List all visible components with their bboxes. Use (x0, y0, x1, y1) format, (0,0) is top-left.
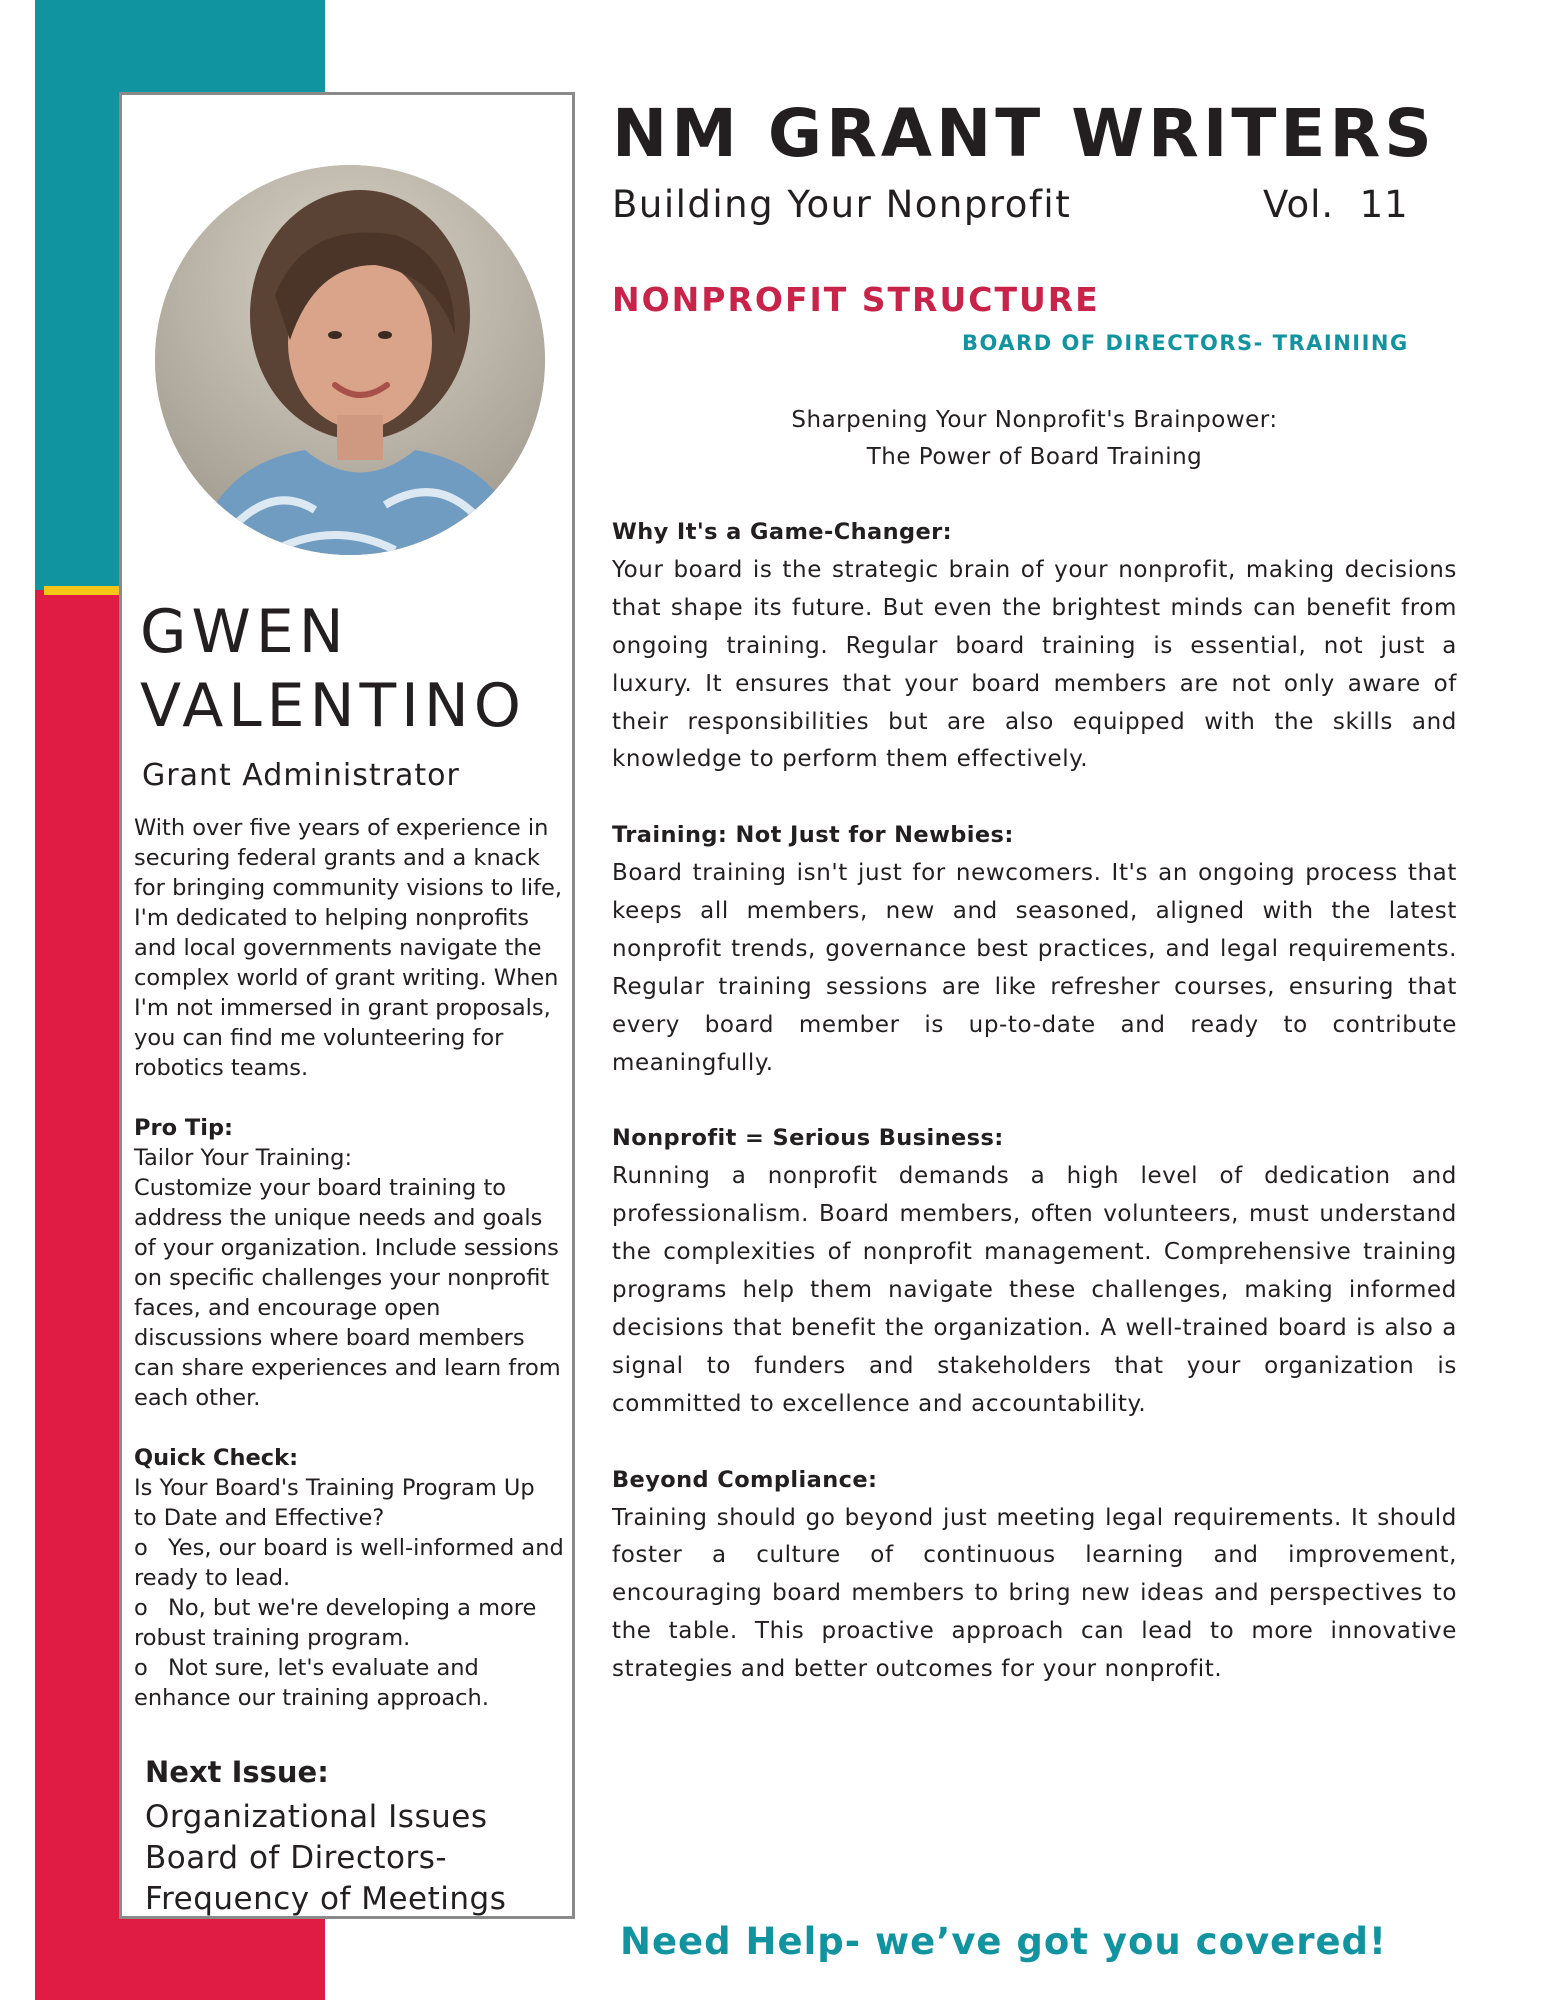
volume-number: Vol. 11 (1263, 183, 1409, 226)
next-issue-item: Organizational Issues (145, 1799, 488, 1835)
newsletter-title: NM GRANT WRITERS (612, 95, 1436, 172)
profile-photo (155, 165, 545, 555)
next-issue-list (145, 1797, 506, 1920)
article-block (612, 514, 1457, 779)
yellow-accent-bar (44, 586, 120, 595)
article-block (612, 817, 1457, 1082)
newsletter-subtitle: Building Your Nonprofit (612, 183, 1072, 226)
section-heading: NONPROFIT STRUCTURE (612, 280, 1100, 319)
quick-check-option: o Not sure, let's evaluate and enhance our training approach. (134, 1655, 489, 1711)
article-body (612, 514, 1457, 1727)
pro-tip-heading: Pro Tip: (134, 1115, 234, 1141)
article-paragraph: Training should go beyond just meeting legal requirements. It should foster a culture of continuous learning and improvement, encouraging board members to bring new ideas and perspectives to the table. This proactive approach can lead to more innovative strategies and better outcomes for your nonprofit. (612, 1504, 1457, 1683)
bullet-icon: o (134, 1595, 148, 1621)
article-paragraph: Running a nonprofit demands a high level of dedication and professionalism. Board members, often volunteers, must understand the complexities of nonprofit management. Comprehensive training programs help them navigate these challenges, making informed decisions that benefit the organization. A well-trained board is also a signal to funders and stakeholders that your organization is committed to excellence and accountability. (612, 1163, 1457, 1417)
article-paragraph: Board training isn't just for newcomers. It's an ongoing process that keeps all members, new and seasoned, aligned with the latest nonprofit trends, governance best practices, and legal requirements. Regular training sessions are like refresher courses, ensuring that every board member is up-to-date and ready to contribute meaningfully. (612, 860, 1457, 1076)
intro-line: Sharpening Your Nonprofit's Brainpower: (791, 407, 1278, 433)
article-heading: Beyond Compliance: (612, 1466, 878, 1493)
profile-name (140, 595, 570, 743)
article-block (612, 1462, 1457, 1689)
bullet-icon: o (134, 1535, 148, 1561)
profile-sidebar (119, 92, 575, 1919)
portrait-illustration (155, 165, 545, 555)
bullet-icon: o (134, 1655, 148, 1681)
next-issue-item: Frequency of Meetings (145, 1881, 507, 1917)
name-first: GWEN (140, 597, 349, 667)
profile-role: Grant Administrator (142, 758, 460, 793)
quick-check-option: o Yes, our board is well-informed and ready to lead. (134, 1535, 564, 1591)
profile-bio: With over five years of experience in securing federal grants and a knack for bringing community visions to life, I'm dedicated to helping nonprofits and local governments navigate the complex world of grant writing. When I'm not immersed in grant proposals, you can find me volunteering for robotics teams. (134, 815, 562, 1081)
quick-check-option: o No, but we're developing a more robust training program. (134, 1595, 537, 1651)
article-heading: Nonprofit = Serious Business: (612, 1125, 1004, 1152)
article-block (612, 1120, 1457, 1423)
quick-check-heading: Quick Check: (134, 1445, 299, 1471)
intro-line: The Power of Board Training (866, 444, 1203, 470)
pro-tip-body: Customize your board training to address the unique needs and goals of your organization. Include sessions on specific challenges your nonprofit faces, and encourage open discussions where board members can share experiences and learn from each other. (134, 1175, 561, 1411)
next-issue-heading: Next Issue: (145, 1755, 329, 1789)
section-subheading: BOARD OF DIRECTORS- TRAINIING (962, 331, 1409, 355)
article-paragraph: Your board is the strategic brain of your nonprofit, making decisions that shape its future. But even the brightest minds can benefit from ongoing training. Regular board training is essential, not just a luxury. It ensures that your board members are not only aware of their responsibilities but are also equipped with the skills and knowledge to perform them effectively. (612, 556, 1457, 773)
next-issue-item: Board of Directors- (145, 1840, 448, 1876)
name-last: VALENTINO (140, 671, 526, 741)
quick-check-question: Is Your Board's Training Program Up to Date and Effective? (134, 1475, 535, 1531)
article-intro (612, 402, 1457, 476)
article-heading: Training: Not Just for Newbies: (612, 822, 1014, 849)
pro-tip-title: Tailor Your Training: (134, 1145, 353, 1171)
sidebar-text (134, 813, 564, 1713)
call-to-action: Need Help- we’ve got you covered! (620, 1920, 1387, 1963)
article-heading: Why It's a Game-Changer: (612, 519, 953, 545)
